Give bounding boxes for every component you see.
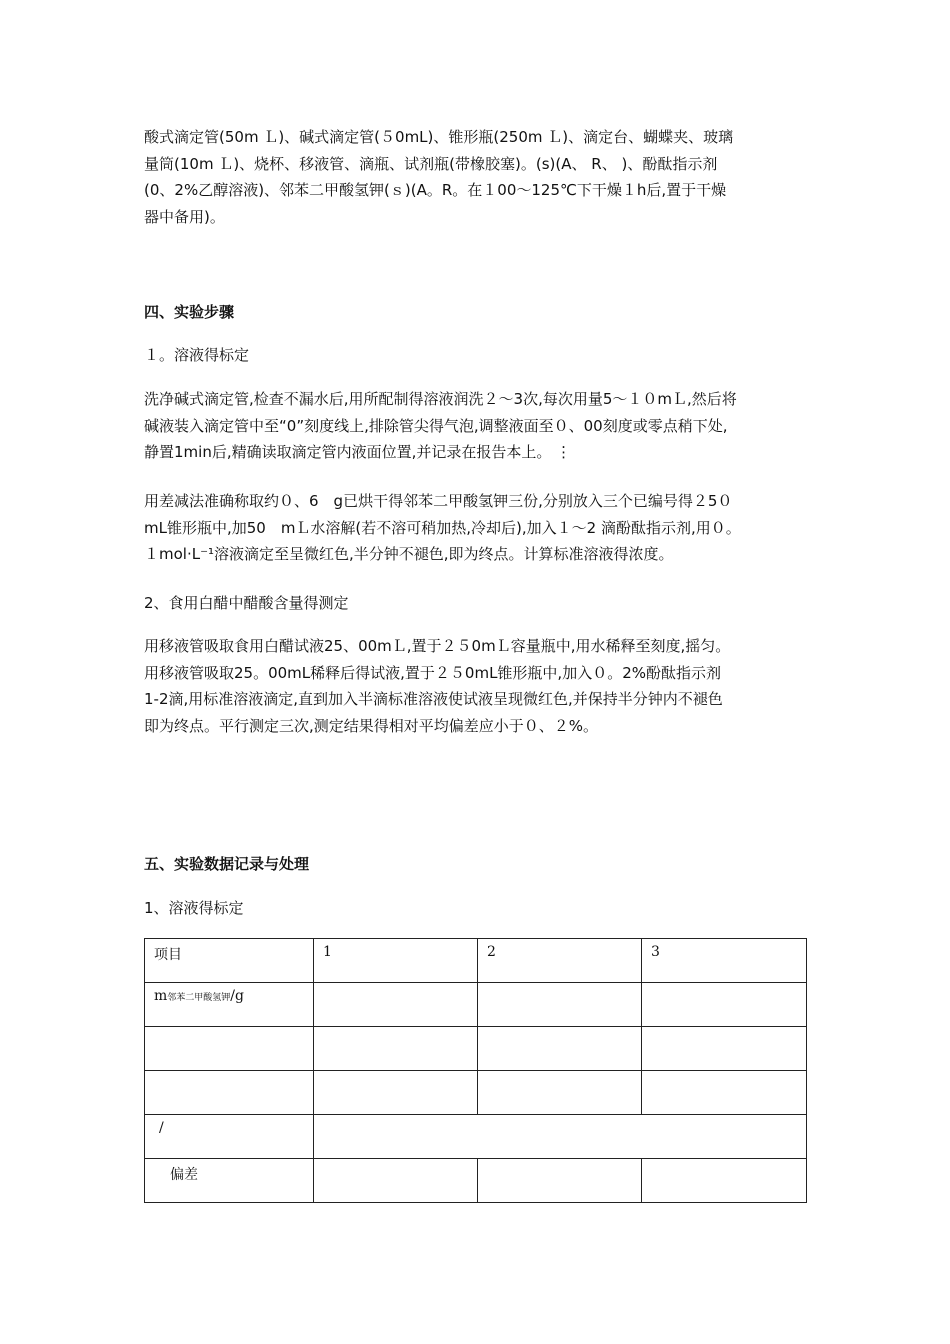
text-line: 用移液管吸取25。00mL稀释后得试液,置于２５0mL锥形瓶中,加入０。2%酚酞指示剂 xyxy=(144,663,721,682)
table-cell xyxy=(642,1071,807,1115)
table-cell xyxy=(478,983,642,1027)
table-cell xyxy=(642,1159,807,1203)
table-cell xyxy=(314,1027,478,1071)
table-cell xyxy=(145,1027,314,1071)
table-header-cell: 项目 xyxy=(145,939,314,983)
section-5-heading: 五、实验数据记录与处理 xyxy=(144,855,310,873)
table-cell xyxy=(642,1027,807,1071)
table-row xyxy=(145,1027,807,1071)
mass-subscript: 邻苯二甲酸氢钾 xyxy=(167,993,231,1003)
table-cell xyxy=(478,1027,642,1071)
step-2-paragraph xyxy=(144,633,814,739)
text-line: １mol·L⁻¹溶液滴定至呈微红色,半分钟不褪色,即为终点。计算标准溶液得浓度。 xyxy=(144,545,674,563)
text-line: 酸式滴定管(50m Ｌ)、碱式滴定管(５0mL)、锥形瓶(250m Ｌ)、滴定台、蝴蝶夹、玻璃 xyxy=(144,128,734,146)
text-line: mL锥形瓶中,加50 mＬ水溶解(若不溶可稍加热,冷却后),加入１～2 滴酚酞指示剂,用０。 xyxy=(144,518,741,537)
section-4-heading: 四、实验步骤 xyxy=(144,303,235,321)
merged-cell xyxy=(314,1115,807,1159)
deviation-label-cell: 偏差 xyxy=(145,1159,314,1203)
table-row xyxy=(145,1115,807,1159)
table-cell xyxy=(145,1071,314,1115)
table-header-row xyxy=(145,939,807,983)
table-cell xyxy=(314,1159,478,1203)
table-header-cell: 2 xyxy=(478,939,642,983)
text-line: 器中备用)。 xyxy=(144,207,225,226)
table-row xyxy=(145,1071,807,1115)
step-1-paragraph-2 xyxy=(144,488,814,568)
table-header-cell: 1 xyxy=(314,939,478,983)
table-title: 1、溶液得标定 xyxy=(144,899,244,917)
table-cell xyxy=(642,983,807,1027)
table-cell xyxy=(478,1159,642,1203)
table-header-cell: 3 xyxy=(642,939,807,983)
mass-unit: /g xyxy=(230,988,244,1004)
text-line: 即为终点。平行测定三次,测定结果得相对平均偏差应小于０、２%。 xyxy=(144,716,599,735)
standardization-table xyxy=(144,938,807,1203)
text-line: 用移液管吸取食用白醋试液25、00mＬ,置于２５0mＬ容量瓶中,用水稀释至刻度,摇匀。 xyxy=(144,637,731,655)
step-1-paragraph-1 xyxy=(144,386,814,466)
text-line: (0、2%乙醇溶液)、邻苯二甲酸氢钾(ｓ)(A。R。在１00～125℃下干燥１h后,置于干燥 xyxy=(144,181,727,199)
mass-label-cell xyxy=(145,983,314,1027)
text-line: 量筒(10m Ｌ)、烧杯、移液管、滴瓶、试剂瓶(带橡胶塞)。(s)(A、 R、 )、酚酞指示剂 xyxy=(144,154,718,173)
mass-symbol: m xyxy=(154,988,168,1004)
table-label-cell: / xyxy=(145,1115,314,1159)
text-line: 1-2滴,用标准溶液滴定,直到加入半滴标准溶液使试液呈现微红色,并保持半分钟内不褪色 xyxy=(144,690,723,708)
table-cell xyxy=(478,1071,642,1115)
table-row xyxy=(145,1159,807,1203)
text-line: 用差减法准确称取约０、6 g已烘干得邻苯二甲酸氢钾三份,分别放入三个已编号得２5０ xyxy=(144,492,733,510)
text-line: 静置1min后,精确读取滴定管内液面位置,并记录在报告本上。 ⋮ xyxy=(144,443,572,461)
step-1-title: １。溶液得标定 xyxy=(144,346,250,364)
table-cell xyxy=(314,983,478,1027)
intro-paragraph xyxy=(144,124,814,230)
table-row xyxy=(145,983,807,1027)
table-cell xyxy=(314,1071,478,1115)
text-line: 碱液装入滴定管中至“0”刻度线上,排除管尖得气泡,调整液面至０、00刻度或零点稍下处, xyxy=(144,416,728,435)
text-line: 洗净碱式滴定管,检查不漏水后,用所配制得溶液润洗２～3次,每次用量5～１０mＬ,然后将 xyxy=(144,390,737,408)
step-2-title: 2、食用白醋中醋酸含量得测定 xyxy=(144,594,349,612)
